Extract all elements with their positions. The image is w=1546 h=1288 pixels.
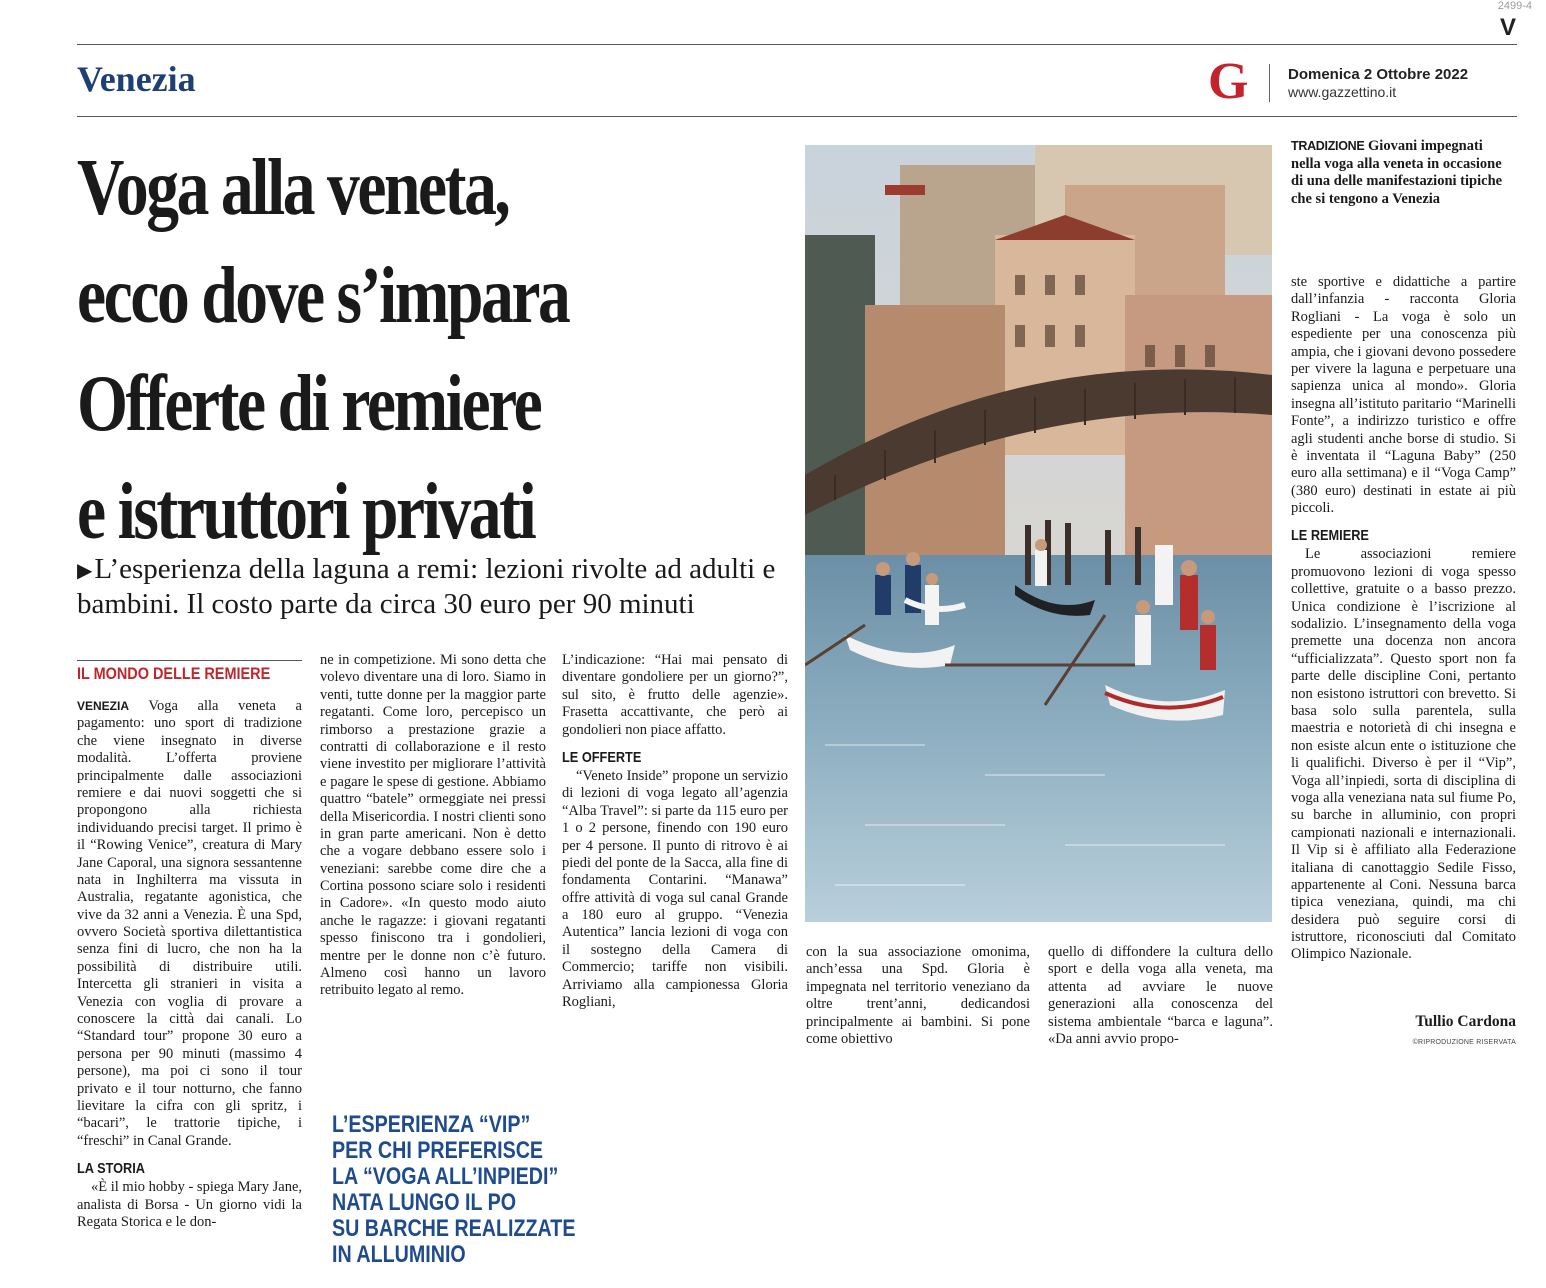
triangle-marker-icon: ▶: [77, 560, 93, 583]
paragraph: “Veneto Inside” propone un servizio di lezioni di voga legato all’agenzia “Alba Travel”: si parte da 115 euro per 1 o 2 persone, finendo con 190 euro per 4 persone. Il punto di ritrovo è ai piedi del ponte de la Sacca, alla fine di fondamenta Contarini. “Manawa” offre attività di voga sul canal Grande a 180 euro al gruppo. “Venezia Autentica” lancia lezioni di voga con il sostegno della Camera di Commercio; tariffe non visibili. Arriviamo alla campionessa Gloria Rogliani,: [562, 767, 788, 1011]
photo-caption: [1291, 138, 1516, 209]
pull-quote-line: L’ESPERIENZA “VIP”: [332, 1111, 531, 1138]
headline: [77, 134, 667, 566]
caption-text: Giovani impegnati nella voga alla veneta in occasione di una delle manifestazioni tipiche che si tengono a Venezia: [1291, 138, 1503, 208]
kicker-rule: [77, 660, 302, 661]
byline: Tullio Cardona: [1415, 1013, 1516, 1030]
article-column-3: [562, 652, 788, 1011]
pull-quote-line: SU BARCHE REALIZZATE: [332, 1215, 576, 1242]
caption-tag: TRADIZIONE: [1291, 139, 1365, 153]
pull-quote: [332, 1111, 576, 1268]
article-column-1: [77, 664, 302, 1231]
photo-illustration: [805, 145, 1272, 922]
paragraph: «È il mio hobby - spiega Mary Jane, analista di Borsa - Un giorno vidi la Regata Storica e le don-: [77, 1179, 303, 1230]
article-dateline: VENEZIA: [77, 699, 130, 713]
issue-date: Domenica 2 Ottobre 2022: [1288, 66, 1469, 83]
website-link[interactable]: www.gazzettino.it: [1288, 84, 1397, 100]
article-kicker: IL MONDO DELLE REMIERE: [77, 664, 271, 683]
pull-quote-line: PER CHI PREFERISCE: [332, 1137, 544, 1164]
pull-quote-line: IN ALLUMINIO: [332, 1241, 466, 1268]
headline-line: Offerte di remiere: [77, 360, 541, 448]
paragraph: L’indicazione: “Hai mai pensato di diventare gondoliere per un giorno?”, sul sito, è frutto delle agenzie». Frasetta accattivante, che però ai gondolieri non piace affatto.: [562, 652, 788, 738]
article-column-2: [320, 652, 546, 1000]
article-column-4: [806, 944, 1030, 1048]
headline-line: e istruttori privati: [77, 468, 535, 556]
article-column-6: [1291, 274, 1516, 964]
paragraph: con la sua associazione omonima, anch’essa una Spd. Gloria è impegnata nel territorio veneziano da oltre trent’anni, dedicandosi principalmente ai bambini. Si pone come obiettivo: [806, 944, 1030, 1047]
subheadline-text: L’esperienza della laguna a remi: lezioni rivolte ad adulti e bambini. Il costo parte da circa 30 euro per 90 minuti: [77, 553, 776, 620]
subheadline: [77, 552, 797, 622]
masthead-divider: [1269, 64, 1270, 102]
paragraph: ne in competizione. Mi sono detta che volevo diventare una di loro. Siamo in venti, tutte donne per la maggior parte regatanti. Come loro, percepisco un rimborso a prestazione grazie a contratti di collaborazione e il resto viene investito per migliorare l’attività e pagare le spese di gestione. Abbiamo quattro “batele” ormeggiate nei pressi della Misericordia. I nostri clienti sono in gran parte americani. Non è detto che a vogare debbano essere solo i veneziani: sarebbe come dire che a Cortina possono sciare solo i residenti in Cadore». «In questo modo aiuto anche le ragazze: i giovani regatanti spesso finiscono tra i gondolieri, mentre per le donne non c’è futuro. Almeno così hanno un lavoro retribuito legato al remo.: [320, 652, 546, 999]
section-title: Venezia: [77, 59, 196, 99]
subtitle-offerte: LE OFFERTE: [562, 748, 642, 766]
subtitle-remiere: LE REMIERE: [1291, 527, 1369, 545]
pull-quote-line: LA “VOGA ALL’INPIEDI”: [332, 1163, 559, 1190]
photo-rowing-venice: [805, 145, 1272, 922]
paragraph: Voga alla veneta a pagamento: uno sport di tradizione che viene insegnato in diverse modalità. L’offerta proviene principalmente dalle associazioni remiere e dai nuovi soggetti che si propongono alla richiesta individuando precisi target. Il primo è il “Rowing Venice”, creatura di Mary Jane Caporal, una signora sessantenne nata in Inghilterra ma vissuta in Australia, regatante agonistica, che vive da 32 anni a Venezia. È una Spd, ovvero Società sportiva dilettantistica senza fini di lucro, che non ha la possibilità di distribuire utili. Intercetta gli stranieri in visita a Venezia con voglia di provare a conoscere la città dai canali. Lo “Standard tour” propone 30 euro a persona per 90 minuti (massimo 4 persone), ma poi ci sono il tour privato e il tour notturno, che fanno lievitare la cifra con gli spritz, i “bacari”, le trattorie tipiche, i “freschi” in Canal Grande.: [77, 698, 302, 1149]
paragraph: Le associazioni remiere promuovono lezioni di voga spesso collettive, gratuite o a basso prezzo. Unica condizione è l’iscrizione al sodalizio. L’insegnamento della voga premette una docenza non ancora “ufficializzata”. Questo sport non fa parte delle discipline Coni, pertanto non esistono istruttori con brevetto. Si basa solo sulla parentela, sulla maestria e notorietà di chi insegna e non esiste alcun ente o istituzione che li qualifichi. Diverso è per il “Vip”, Voga all’inpiedi, sorta di disciplina di voga alla veneziana nata sul fiume Po, su barche in alluminio, con propri campionati nazionali e internazionali. Il Vip si è affiliato alla Federazione italiana di canottaggio Sedile Fisso, appartenente al Coni. Nessuna barca tipica veneziana, quindi, ma chi desidera può seguire corsi di istruttore, riconosciuti dal Comitato Olimpico Nazionale.: [1291, 546, 1516, 963]
pull-quote-line: NATA LUNGO IL PO: [332, 1189, 517, 1216]
gazzettino-logo-icon: G: [1208, 53, 1249, 110]
headline-line: ecco dove s’impara: [77, 252, 569, 340]
header-rule: [77, 116, 1517, 117]
subtitle-storia: LA STORIA: [77, 1160, 146, 1178]
paragraph: ste sportive e didattiche a partire dall’infanzia - racconta Gloria Rogliani - La voga è solo un espediente per una conoscenza più ampia, che i giovani devono possedere per vivere la laguna e perpetuare una sapienza unica al mondo». Gloria insegna all’istituto paritario “Marinelli Fonte”, a indirizzo turistico e offre agli studenti anche borse di studio. Si è inventata il “Laguna Baby” (250 euro alla settimana) e il “Voga Camp” (380 euro) destinati in estate ai più piccoli.: [1291, 274, 1516, 517]
headline-line: Voga alla veneta,: [77, 144, 509, 232]
article-column-5: [1048, 944, 1273, 1048]
copyright-notice: ©RIPRODUZIONE RISERVATA: [1412, 1039, 1516, 1046]
top-rule: [77, 44, 1517, 45]
page-letter: V: [1499, 14, 1516, 41]
page-code: 2499-4: [1497, 0, 1532, 12]
paragraph: quello di diffondere la cultura dello sport e della voga alla veneta, ma attenta ad avviare le nuove generazioni alla conoscenza del sistema ambientale “barca e laguna”. «Da anni avvio propo-: [1048, 944, 1273, 1047]
